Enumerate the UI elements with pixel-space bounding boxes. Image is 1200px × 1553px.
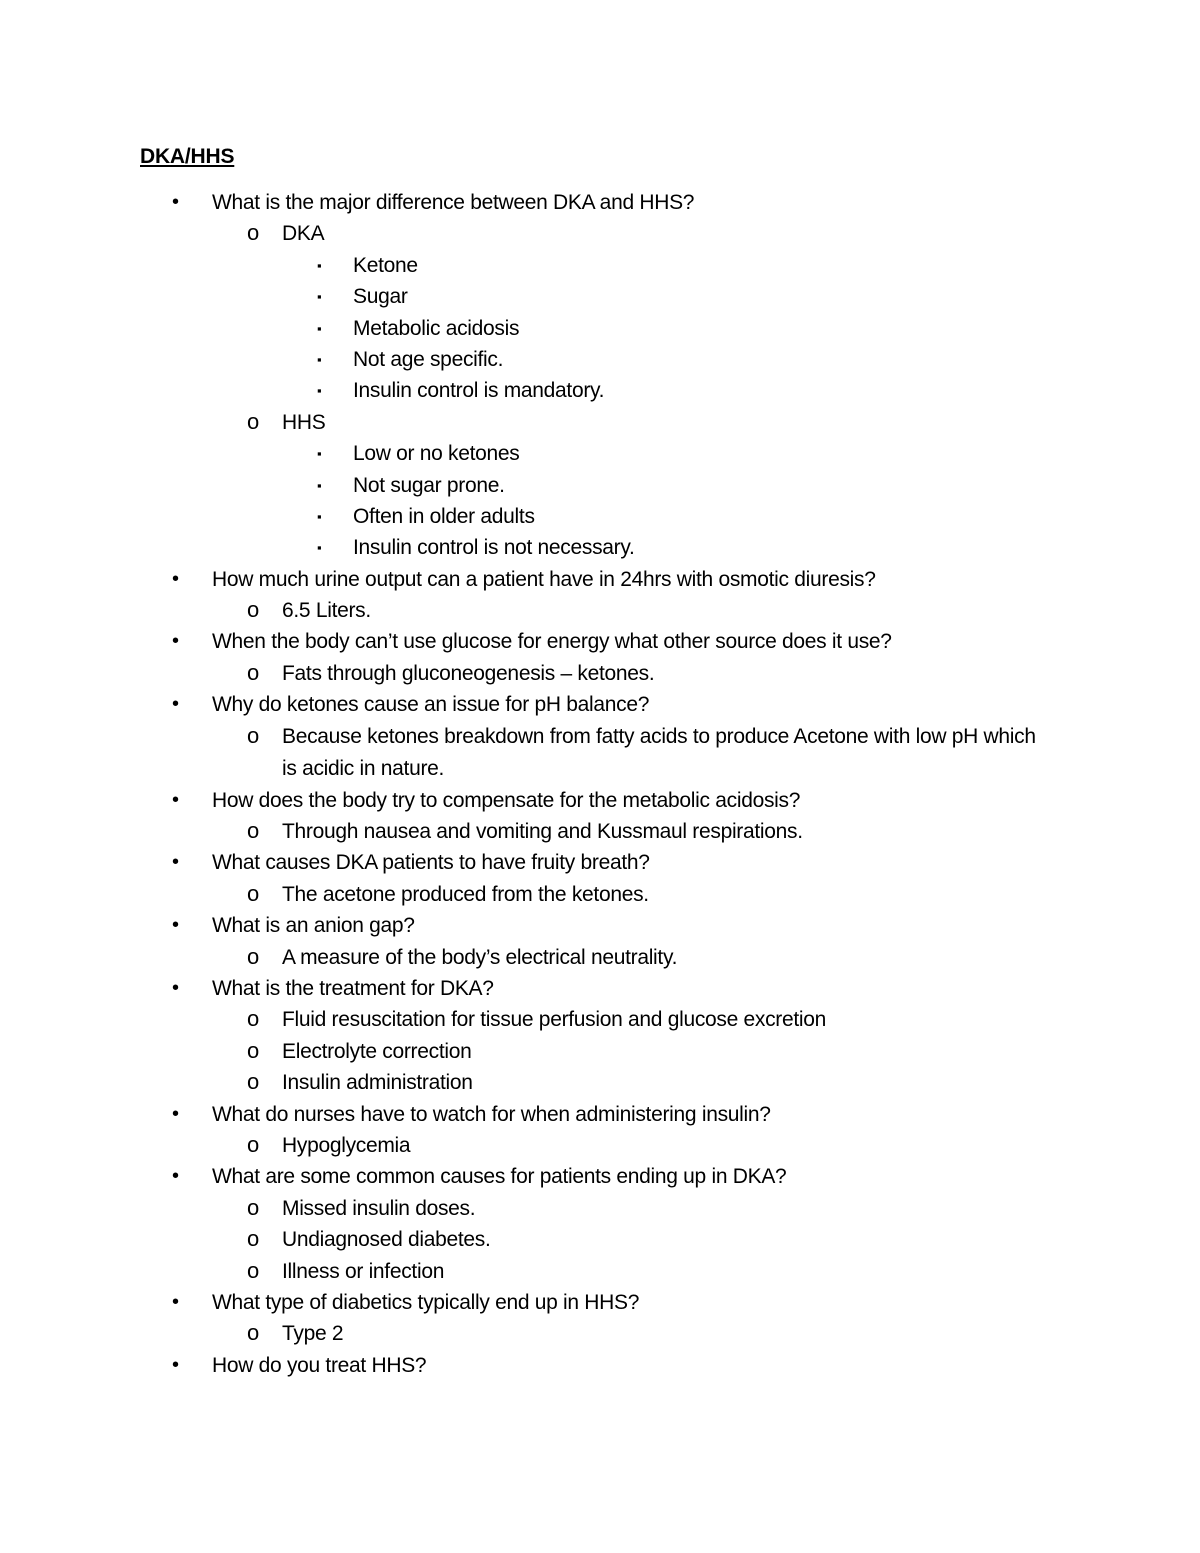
list-item [0, 1193, 1200, 1224]
list-item [0, 1036, 1200, 1067]
list-item-text: Because ketones breakdown from fatty acids to produce Acetone with low pH which is acidic in nature. [282, 724, 1036, 780]
list-item [0, 407, 1200, 438]
bullet-circle-icon: o [247, 943, 259, 969]
bullet-circle-icon: o [247, 1037, 259, 1063]
bullet-square-icon: ▪ [317, 446, 322, 462]
list-item-text: Hypoglycemia [282, 1133, 411, 1157]
list-item-text: Through nausea and vomiting and Kussmaul respirations. [282, 820, 803, 844]
list-item [0, 1256, 1200, 1287]
list-item [0, 470, 1200, 501]
bullet-square-icon: ▪ [317, 257, 322, 273]
list-item [0, 689, 1200, 720]
list-item-text: Insulin control is not necessary. [353, 536, 635, 560]
list-item [0, 375, 1200, 406]
list-item-text: What is the treatment for DKA? [212, 976, 494, 1000]
bullet-dot-icon: • [172, 788, 179, 811]
bullet-dot-icon: • [172, 976, 179, 999]
list-item-text: Not age specific. [353, 347, 504, 371]
list-item [0, 218, 1200, 249]
list-item-text: How do you treat HHS? [212, 1353, 427, 1377]
list-item [0, 1350, 1200, 1381]
list-item-text: Ketone [353, 253, 418, 277]
list-item [0, 564, 1200, 595]
bullet-circle-icon: o [247, 659, 259, 685]
bullet-dot-icon: • [172, 693, 179, 716]
list-item [0, 1224, 1200, 1255]
list-item [0, 816, 1200, 847]
list-item [0, 313, 1200, 344]
bullet-circle-icon: o [247, 1194, 259, 1220]
outline-list [0, 187, 1200, 1381]
list-item [0, 344, 1200, 375]
list-item-text: Not sugar prone. [353, 473, 505, 497]
list-item-text: Undiagnosed diabetes. [282, 1228, 491, 1252]
bullet-square-icon: ▪ [317, 540, 322, 556]
bullet-circle-icon: o [247, 1320, 259, 1346]
document-title: DKA/HHS [140, 145, 235, 168]
bullet-dot-icon: • [172, 1353, 179, 1376]
bullet-dot-icon: • [172, 567, 179, 590]
list-item-text: Fluid resuscitation for tissue perfusion and glucose excretion [282, 1008, 827, 1032]
list-item-text: The acetone produced from the ketones. [282, 882, 649, 906]
bullet-circle-icon: o [247, 818, 259, 844]
bullet-circle-icon: o [247, 1006, 259, 1032]
list-item [0, 1161, 1200, 1192]
list-item-text: Metabolic acidosis [353, 316, 520, 340]
list-item-text: What are some common causes for patients ending up in DKA? [212, 1165, 787, 1189]
list-item-text: What do nurses have to watch for when administering insulin? [212, 1102, 771, 1126]
list-item [0, 438, 1200, 469]
bullet-square-icon: ▪ [317, 351, 322, 367]
list-item [0, 626, 1200, 657]
bullet-circle-icon: o [247, 1131, 259, 1157]
list-item [0, 1099, 1200, 1130]
list-item-text: What causes DKA patients to have fruity breath? [212, 851, 650, 875]
list-item-text: Illness or infection [282, 1259, 445, 1283]
list-item-text: Why do ketones cause an issue for pH balance? [212, 693, 650, 717]
list-item [0, 501, 1200, 532]
list-item [0, 187, 1200, 218]
list-item [0, 250, 1200, 281]
bullet-circle-icon: o [247, 220, 259, 246]
bullet-square-icon: ▪ [317, 477, 322, 493]
bullet-circle-icon: o [247, 722, 259, 748]
list-item-text: How much urine output can a patient have in 24hrs with osmotic diuresis? [212, 567, 876, 591]
list-item-text: Type 2 [282, 1322, 344, 1346]
bullet-circle-icon: o [247, 880, 259, 906]
list-item [0, 879, 1200, 910]
bullet-dot-icon: • [172, 1165, 179, 1188]
bullet-dot-icon: • [172, 914, 179, 937]
bullet-dot-icon: • [172, 1290, 179, 1313]
list-item [0, 281, 1200, 312]
list-item-text: 6.5 Liters. [282, 599, 371, 623]
bullet-square-icon: ▪ [317, 383, 322, 399]
list-item-text: How does the body try to compensate for the metabolic acidosis? [212, 788, 801, 812]
bullet-square-icon: ▪ [317, 320, 322, 336]
list-item-text: A measure of the body’s electrical neutrality. [282, 945, 678, 969]
bullet-square-icon: ▪ [317, 508, 322, 524]
bullet-circle-icon: o [247, 1069, 259, 1095]
list-item-text: What is an anion gap? [212, 914, 415, 938]
list-item [0, 973, 1200, 1004]
list-item [0, 1004, 1200, 1035]
bullet-dot-icon: • [172, 1102, 179, 1125]
list-item [0, 1287, 1200, 1318]
bullet-circle-icon: o [247, 1226, 259, 1252]
bullet-circle-icon: o [247, 1257, 259, 1283]
list-item [0, 1067, 1200, 1098]
list-item-text: Low or no ketones [353, 442, 520, 466]
bullet-square-icon: ▪ [317, 289, 322, 305]
list-item [0, 785, 1200, 816]
list-item [0, 532, 1200, 563]
list-item-text: When the body can’t use glucose for energy what other source does it use? [212, 630, 892, 654]
list-item-text: What is the major difference between DKA and HHS? [212, 191, 695, 214]
list-item [0, 1130, 1200, 1161]
bullet-dot-icon: • [172, 191, 179, 213]
list-item [0, 1318, 1200, 1349]
list-item [0, 658, 1200, 689]
list-item-text: Often in older adults [353, 504, 535, 528]
bullet-circle-icon: o [247, 408, 259, 434]
list-item-text: Insulin administration [282, 1071, 473, 1095]
bullet-dot-icon: • [172, 630, 179, 653]
list-item-text: Electrolyte correction [282, 1039, 472, 1063]
list-item-text: Insulin control is mandatory. [353, 379, 605, 403]
list-item [0, 942, 1200, 973]
list-item-text: DKA [282, 222, 325, 246]
list-item-text: What type of diabetics typically end up in HHS? [212, 1290, 640, 1314]
list-item [0, 910, 1200, 941]
list-item [0, 721, 1200, 785]
list-item-text: Sugar [353, 285, 408, 309]
list-item-text: Fats through gluconeogenesis – ketones. [282, 661, 655, 685]
list-item-text: HHS [282, 410, 326, 434]
bullet-circle-icon: o [247, 597, 259, 623]
list-item [0, 595, 1200, 626]
list-item-text: Missed insulin doses. [282, 1196, 476, 1220]
bullet-dot-icon: • [172, 851, 179, 874]
list-item [0, 847, 1200, 878]
